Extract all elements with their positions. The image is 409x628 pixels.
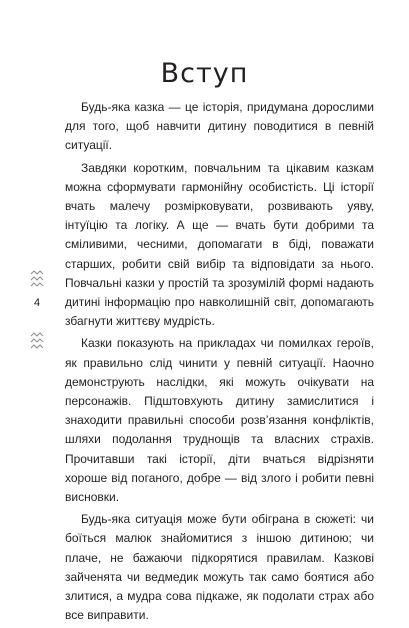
page-title: Вступ — [160, 58, 249, 89]
paragraph: Будь-яка казка — це історія, придумана дорослими для того, щоб навчити дитину поводитися в певній ситуації. — [65, 100, 374, 153]
zigzag-ornament-icon — [30, 270, 44, 352]
paragraph: Будь-яка ситуація може бути обіграна в сюжеті: чи боїться малюк знайомитися з іншою дитиною; чи плаче, не бажаючи підкорятися правилам. Казкові зайченята чи ведмедик можуть так само боятися або злитися, а мудра сова підкаже, як подолати страх або все виправити. — [65, 512, 374, 623]
page-number: 4 — [31, 296, 43, 310]
paragraph: Завдяки коротким, повчальним та цікавим казкам можна сформувати гармонійну особистість. Ці історії вчать малечу розмірковувати, розвивають уяву, інтуїцію та логіку. А ще — вчать бути добрими та сміливими, чесними, допомагати в біді, поважати старших, робити свій вибір та відповідати за нього. Повчальні казки у простій та зрозумілій формі надають дитині інформацію про навколишній світ, допомагають збагнути життєву мудрість. — [65, 160, 374, 329]
body-text — [65, 98, 374, 628]
paragraph: Казки показують на прикладах чи помилках героїв, як правильно слід чинити у певній ситуації. Наочно демонструють наслідки, які можуть очікувати на персонажів. Підштовхують дитину замислитися і знаходити правильні способи розв’язання конфліктів, шляхи подолання труднощів та власних страхів. Прочитавши такі історії, діти вчаться відрізняти хороше від поганого, добре — від злого і робити певні висновки. — [65, 336, 374, 505]
